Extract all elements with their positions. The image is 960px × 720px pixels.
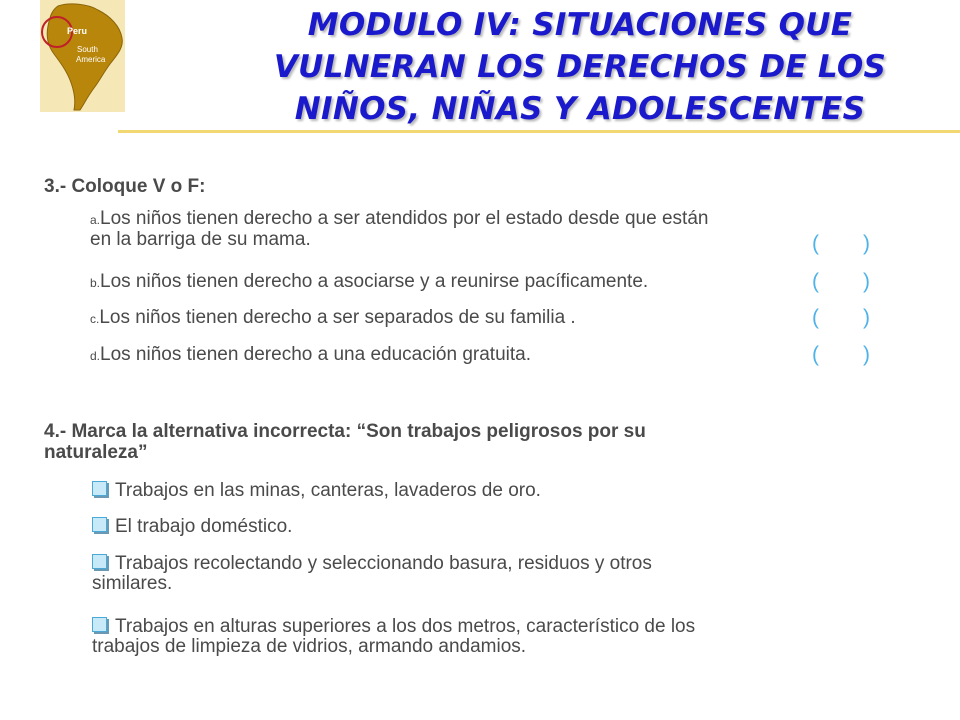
statement-a (90, 209, 890, 250)
answer-box-c[interactable] (812, 306, 870, 330)
statement-marker: a. (90, 213, 101, 227)
question-4-title (44, 421, 844, 463)
statement-text: Los niños tienen derecho a una educación gratuita. (100, 344, 531, 365)
paren-close: ) (863, 343, 870, 366)
statement-marker: d. (90, 349, 101, 363)
title-line-3: NIÑOS, NIÑAS Y ADOLESCENTES (294, 91, 866, 127)
answer-box-b[interactable] (812, 270, 870, 294)
logo-region-label-1: South (77, 45, 98, 54)
title-line-1: MODULO IV: SITUACIONES QUE (307, 7, 853, 43)
paren-close: ) (863, 270, 870, 293)
checkbox-bullet-icon[interactable] (92, 517, 107, 532)
option-text: El trabajo doméstico. (115, 516, 293, 537)
option-1[interactable] (92, 481, 872, 501)
answer-box-d[interactable] (812, 343, 870, 367)
option-3[interactable] (92, 554, 872, 594)
statement-c (90, 308, 890, 329)
option-2[interactable] (92, 517, 872, 537)
paren-open: ( (812, 343, 819, 366)
paren-open: ( (812, 270, 819, 293)
paren-open: ( (812, 306, 819, 329)
south-america-logo (40, 0, 125, 112)
logo-country-label: Peru (67, 26, 88, 36)
checkbox-bullet-icon[interactable] (92, 617, 107, 632)
paren-open: ( (812, 232, 819, 255)
title-divider (118, 130, 960, 133)
statement-text: Los niños tienen derecho a ser separados de su familia . (99, 307, 576, 328)
checkbox-bullet-icon[interactable] (92, 481, 107, 496)
page-title (200, 4, 960, 130)
question-4-title-line-1: 4.- Marca la alternativa incorrecta: “Son trabajos peligrosos por su (44, 421, 646, 442)
question-4-title-line-2: naturaleza” (44, 442, 148, 463)
statement-text: Los niños tienen derecho a asociarse y a reunirse pacíficamente. (100, 271, 649, 292)
statement-b (90, 272, 890, 293)
title-line-2: VULNERAN LOS DERECHOS DE LOS (273, 49, 887, 85)
south-america-map-icon (40, 0, 125, 112)
checkbox-bullet-icon[interactable] (92, 554, 107, 569)
statement-d (90, 345, 890, 366)
paren-close: ) (863, 232, 870, 255)
statement-text: Los niños tienen derecho a ser atendidos por el estado desde que están (100, 208, 709, 229)
statement-text-cont: en la barriga de su mama. (90, 229, 311, 250)
question-3-title: 3.- Coloque V o F: (44, 176, 206, 197)
option-text: Trabajos en alturas superiores a los dos metros, característico de los (115, 616, 696, 637)
statement-marker: b. (90, 276, 101, 290)
paren-close: ) (863, 306, 870, 329)
option-text-cont: similares. (92, 573, 173, 594)
option-4[interactable] (92, 617, 872, 657)
answer-box-a[interactable] (812, 232, 870, 256)
statement-marker: c. (90, 312, 100, 326)
logo-region-label-2: America (76, 55, 106, 64)
option-text: Trabajos recolectando y seleccionando basura, residuos y otros (115, 553, 652, 574)
option-text: Trabajos en las minas, canteras, lavaderos de oro. (115, 480, 541, 501)
option-text-cont: trabajos de limpieza de vidrios, armando andamios. (92, 636, 527, 657)
